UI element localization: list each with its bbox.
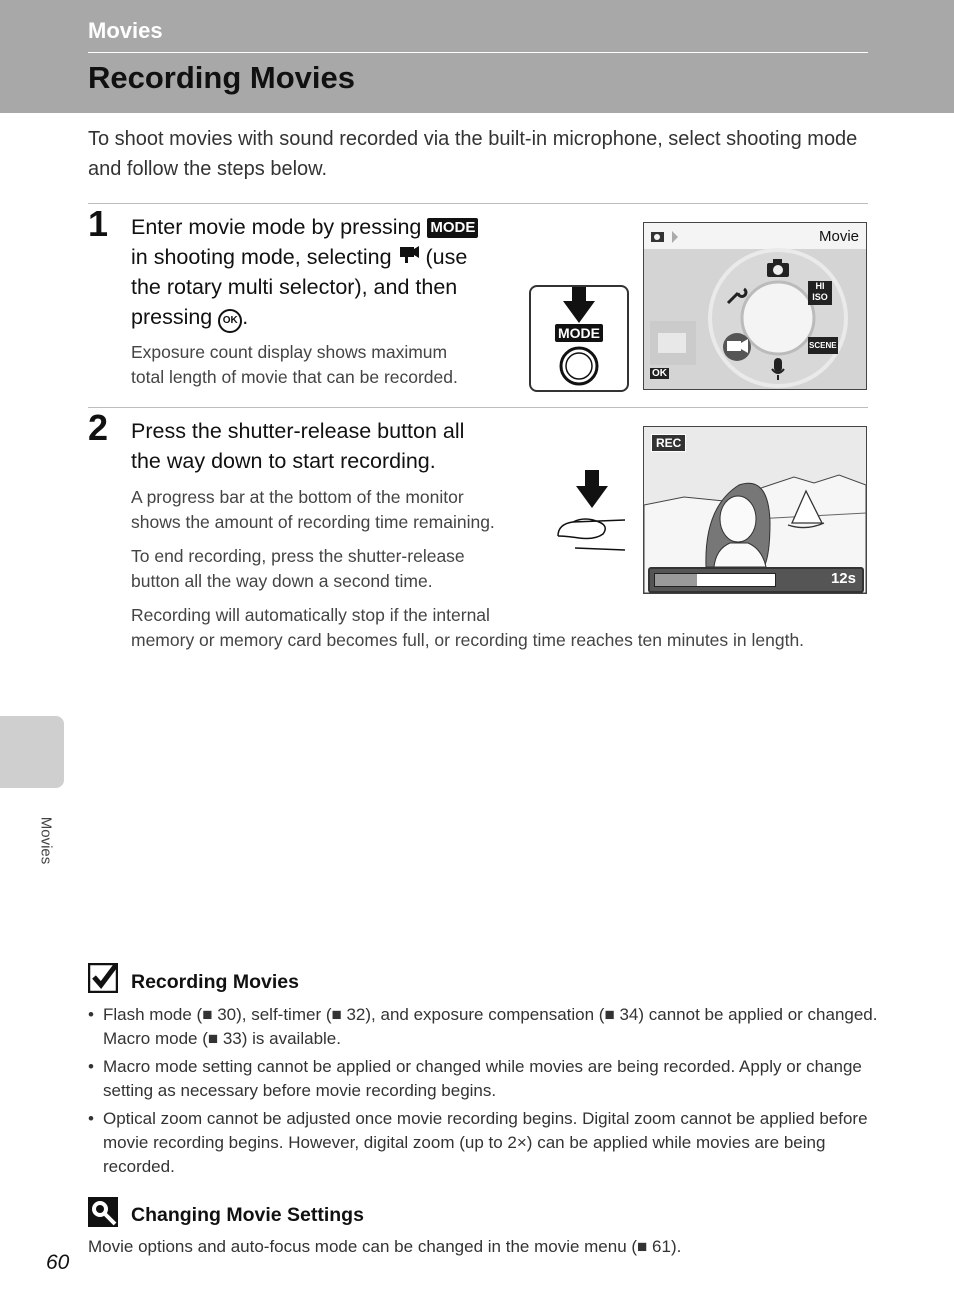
mode-label: MODE <box>555 324 603 342</box>
step-1-note: Exposure count display shows maximum total length of movie that can be recorded. <box>131 342 458 387</box>
ok-button-icon: OK <box>218 309 242 333</box>
shutter-press-figure <box>555 470 630 555</box>
step-2-note-end: To end recording, press the shutter-release button all the way down a second time. <box>131 546 465 591</box>
intro-text: To shoot movies with sound recorded via the built-in microphone, select shooting mode and follow the steps below. <box>88 128 858 180</box>
header-divider <box>88 52 868 53</box>
step-1-number: 1 <box>88 203 109 244</box>
recording-screen <box>643 426 867 594</box>
ok-label: OK <box>652 368 667 379</box>
rec-indicator: REC <box>651 434 686 452</box>
info-icon <box>88 1197 118 1227</box>
rotary-menu-screen <box>643 222 867 390</box>
mode-button-icon: MODE <box>427 218 478 238</box>
scene-icon: SCENE <box>808 337 838 354</box>
voice-icon <box>770 357 786 386</box>
movie-camera-icon <box>398 245 426 269</box>
step-2-note-progress: A progress bar at the bottom of the monitor shows the amount of recording time remaining. <box>131 487 495 532</box>
camera-icon <box>766 258 790 283</box>
page-header <box>0 0 954 113</box>
setup-icon <box>724 285 748 312</box>
note-title: Recording Movies <box>131 971 299 993</box>
step-2-note-autostop: Recording will automatically stop if the internal memory or memory card becomes full, or recording time reaches ten minutes in length. <box>131 605 805 650</box>
chapter-tab-label: Movies <box>37 816 55 865</box>
note-item: • Optical zoom cannot be adjusted once movie recording begins. Digital zoom cannot be applied before movie recording begins. However, digital zoom (up to 2×) can be applied while movies are being recorded. <box>88 1107 878 1179</box>
step-1-instruction: Enter movie mode by pressing MODE in shooting mode, selecting (use the rotary multi selector), and then pressing OK . <box>131 212 478 333</box>
page-title: Recording Movies <box>88 60 355 95</box>
page-number: 60 <box>46 1251 70 1274</box>
progress-fill <box>655 574 697 586</box>
divider <box>88 203 868 204</box>
settings-note-text: Movie options and auto-focus mode can be changed in the movie menu (■ 61). <box>88 1237 682 1256</box>
note-list <box>88 1003 878 1183</box>
divider <box>88 407 868 408</box>
note-item: • Macro mode setting cannot be applied or changed while movies are being recorded. Apply or change setting as necessary before movie recording begins. <box>88 1055 878 1103</box>
screen-label: Movie <box>818 228 859 245</box>
section-title: Movies <box>88 18 163 43</box>
time-remaining: 12s <box>830 570 856 587</box>
hi-iso-icon: HI ISO <box>808 281 832 305</box>
mode-button-figure <box>529 285 629 392</box>
settings-note-title: Changing Movie Settings <box>131 1204 364 1226</box>
movie-icon <box>726 338 750 361</box>
progress-bar <box>648 567 864 593</box>
note-item: • Flash mode (■ 30), self-timer (■ 32), and exposure compensation (■ 34) cannot be applied or changed. Macro mode (■ 33) is available. <box>88 1003 878 1051</box>
step-2-instruction: Press the shutter-release button all the way down to start recording. <box>131 419 465 473</box>
step-2-number: 2 <box>88 407 109 448</box>
check-icon <box>88 963 118 993</box>
chapter-tab <box>0 716 64 788</box>
